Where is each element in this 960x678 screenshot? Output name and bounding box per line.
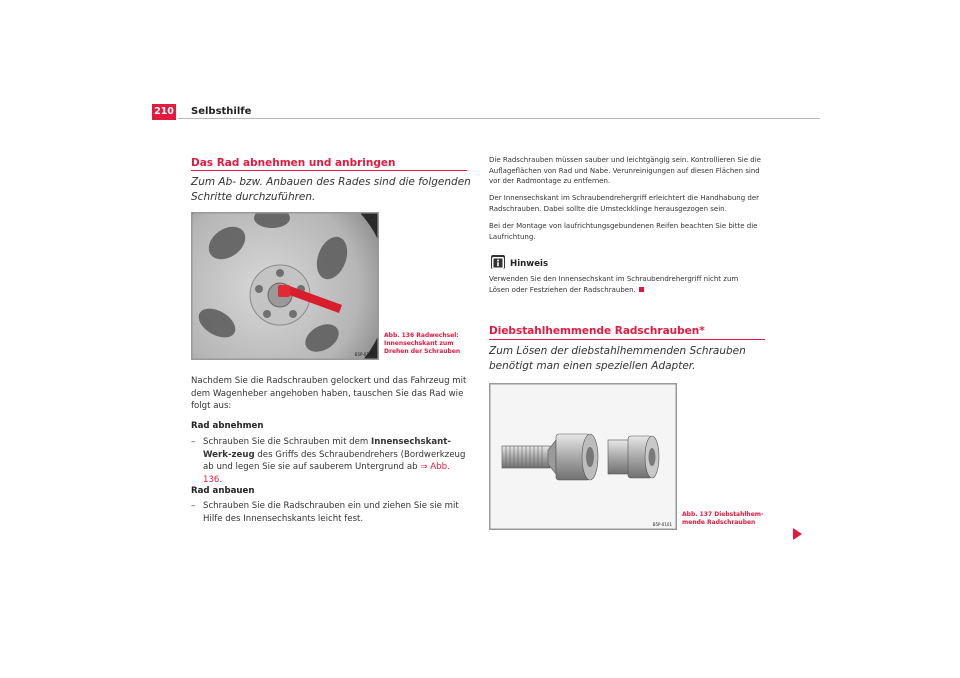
dash-marker: – [191,501,196,511]
subhead-remove: Rad abnehmen [191,421,264,431]
section-lead-antitheft: Zum Lösen der diebstahlhemmenden Schrauben benötigt man einen speziellen Adapter. [489,345,746,372]
note-text: Verwenden Sie den Innensechskant im Schraubendrehergriff nicht zum Lösen oder Festziehen der Radschrauben. [489,275,739,294]
figure-caption-137: Abb. 137 Diebstahlhem-mende Radschrauben [682,511,764,526]
remove-text-end: . [219,474,223,485]
subhead-mount: Rad anbauen [191,486,255,496]
note-title: Hinweis [510,259,549,269]
figure-ref-link[interactable]: ⇒ Abb. 136 [203,462,450,485]
section-rule-left [191,170,467,171]
antitheft-bolt-illustration [490,384,676,529]
figure-code: B5P-0103 [354,352,374,357]
mount-text: Schrauben Sie die Radschrauben ein und ziehen Sie sie mit Hilfe des Innensechskants leicht fest. [203,501,459,524]
next-page-arrow-icon[interactable] [793,528,802,540]
remove-text-mid: des Griffs des Schraubendrehers (Bordwerkzeug ab und legen Sie sie auf sauberem Untergrund ab [203,449,466,472]
section-title-wheel: Das Rad abnehmen und anbringen [191,157,396,169]
section-rule-right [489,339,765,340]
figure-caption-136: Abb. 136 Radwechsel: Innensechskant zum Drehen der Schrauben [384,332,461,355]
mount-step [191,500,469,525]
section-lead-wheel: Zum Ab- bzw. Anbauen des Rades sind die folgenden Schritte durchzuführen. [191,176,471,203]
remove-text-pre: Schrauben Sie die Schrauben mit dem [203,437,372,447]
paragraph-bolts-clean: Die Radschrauben müssen sauber und leichtgängig sein. Kontrollieren Sie die Auflageflächen von Rad und Nabe. Verunreinigungen auf diesen Flächen sind vor der Radmontage zu entfernen. [489,156,761,185]
dash-marker: – [191,437,196,447]
section-title-antitheft: Diebstahlhemmende Radschrauben* [489,325,705,337]
intro-paragraph: Nachdem Sie die Radschrauben gelockert und das Fahrzeug mit dem Wagenheber angehoben haben, tauschen Sie das Rad wie folgt aus: [191,376,467,411]
paragraph-hex-socket: Der Innensechskant im Schraubendrehergriff erleichtert die Handhabung der Radschrauben. Dabei sollte die Umsteckklinge herausgezogen sein. [489,194,760,213]
remove-step [191,436,469,486]
note-icon [491,255,505,269]
paragraph-direction: Bei der Montage von laufrichtungsgebundenen Reifen beachten Sie bitte die Laufrichtung. [489,222,758,241]
remove-text-bold: Innensechskant-Werk-zeug [203,437,451,460]
adapter-shape [608,436,659,478]
chapter-title: Selbsthilfe [191,106,252,117]
page-number: 210 [152,104,176,120]
header-rule [178,118,820,119]
figure-code: B5P-0101 [652,522,672,527]
wheel-illustration [192,213,378,359]
note-body [489,274,759,295]
end-marker-icon [639,287,644,292]
figure-wheel-change [191,212,379,360]
figure-antitheft-bolts [489,383,677,530]
